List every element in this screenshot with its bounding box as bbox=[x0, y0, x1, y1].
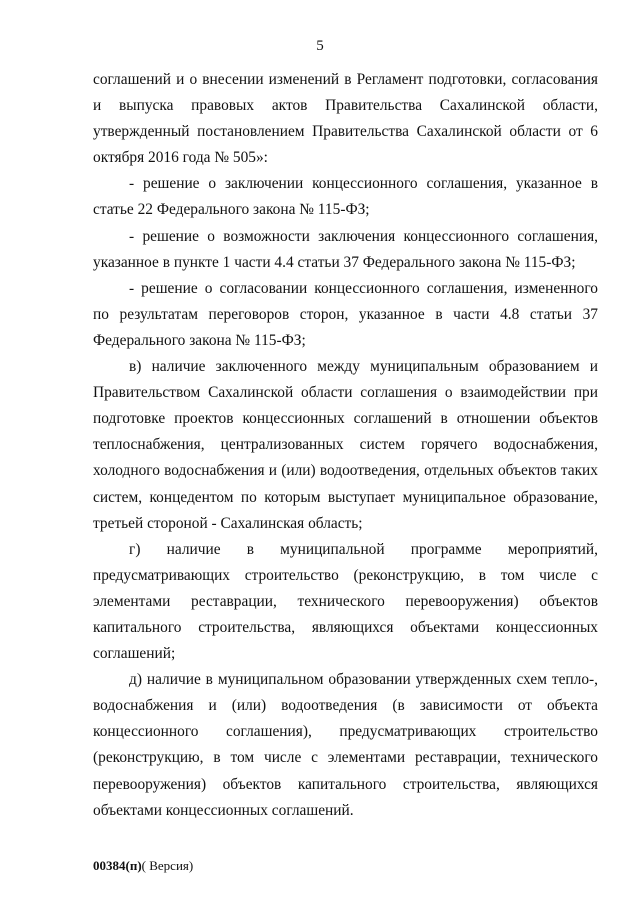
paragraph-decision-possibility: - решение о возможности заключения концессионного соглашения, указанное в пункте 1 части 4.4 статьи 37 Федерального закона № 115-ФЗ; bbox=[93, 227, 598, 271]
paragraph-item-v: в) наличие заключенного между муниципальным образованием и Правительством Сахалинской области соглашения о взаимодействии при подготовке проектов концессионных соглашений в отношении объектов теплоснабжения, централизованных систем горячего водоснабжения, холодного водоснабжения и (или) водоотведения, отдельных объектов таких систем, концедентом по которым выступает муниципальное образование, третьей стороной - Сахалинская область; bbox=[93, 358, 598, 532]
paragraph-decision-approval: - решение о согласовании концессионного соглашения, измененного по результатам переговоров сторон, указанное в части 4.8 статьи 37 Федерального закона № 115-ФЗ; bbox=[93, 279, 598, 349]
version-label: ( Версия) bbox=[141, 858, 194, 873]
paragraph-decision-conclusion: - решение о заключении концессионного соглашения, указанное в статье 22 Федерального закона № 115-ФЗ; bbox=[93, 175, 598, 219]
paragraph-continuation: соглашений и о внесении изменений в Регламент подготовки, согласования и выпуска правовых актов Правительства Сахалинской области, утвержденный постановлением Правительства Сахалинской области от 6 октября 2016 года № 505»: bbox=[93, 71, 598, 167]
document-footer bbox=[93, 858, 193, 874]
page-number: 5 bbox=[316, 38, 324, 54]
document-code: 00384(п) bbox=[93, 858, 142, 873]
paragraph-item-d: д) наличие в муниципальном образовании утвержденных схем тепло-, водоснабжения и (или) водоотведения (в зависимости от объекта концессионного соглашения), предусматривающих строительство (реконструкцию, в том числе с элементами реставрации, технического перевооружения) объектов капитального строительства, являющихся объектами концессионных соглашений. bbox=[93, 671, 598, 819]
document-body bbox=[93, 67, 598, 824]
paragraph-item-g: г) наличие в муниципальной программе мероприятий, предусматривающих строительство (реконструкцию, в том числе с элементами реставрации, технического перевооружения) объектов капитального строительства, являющихся объектами концессионных соглашений; bbox=[93, 540, 598, 663]
